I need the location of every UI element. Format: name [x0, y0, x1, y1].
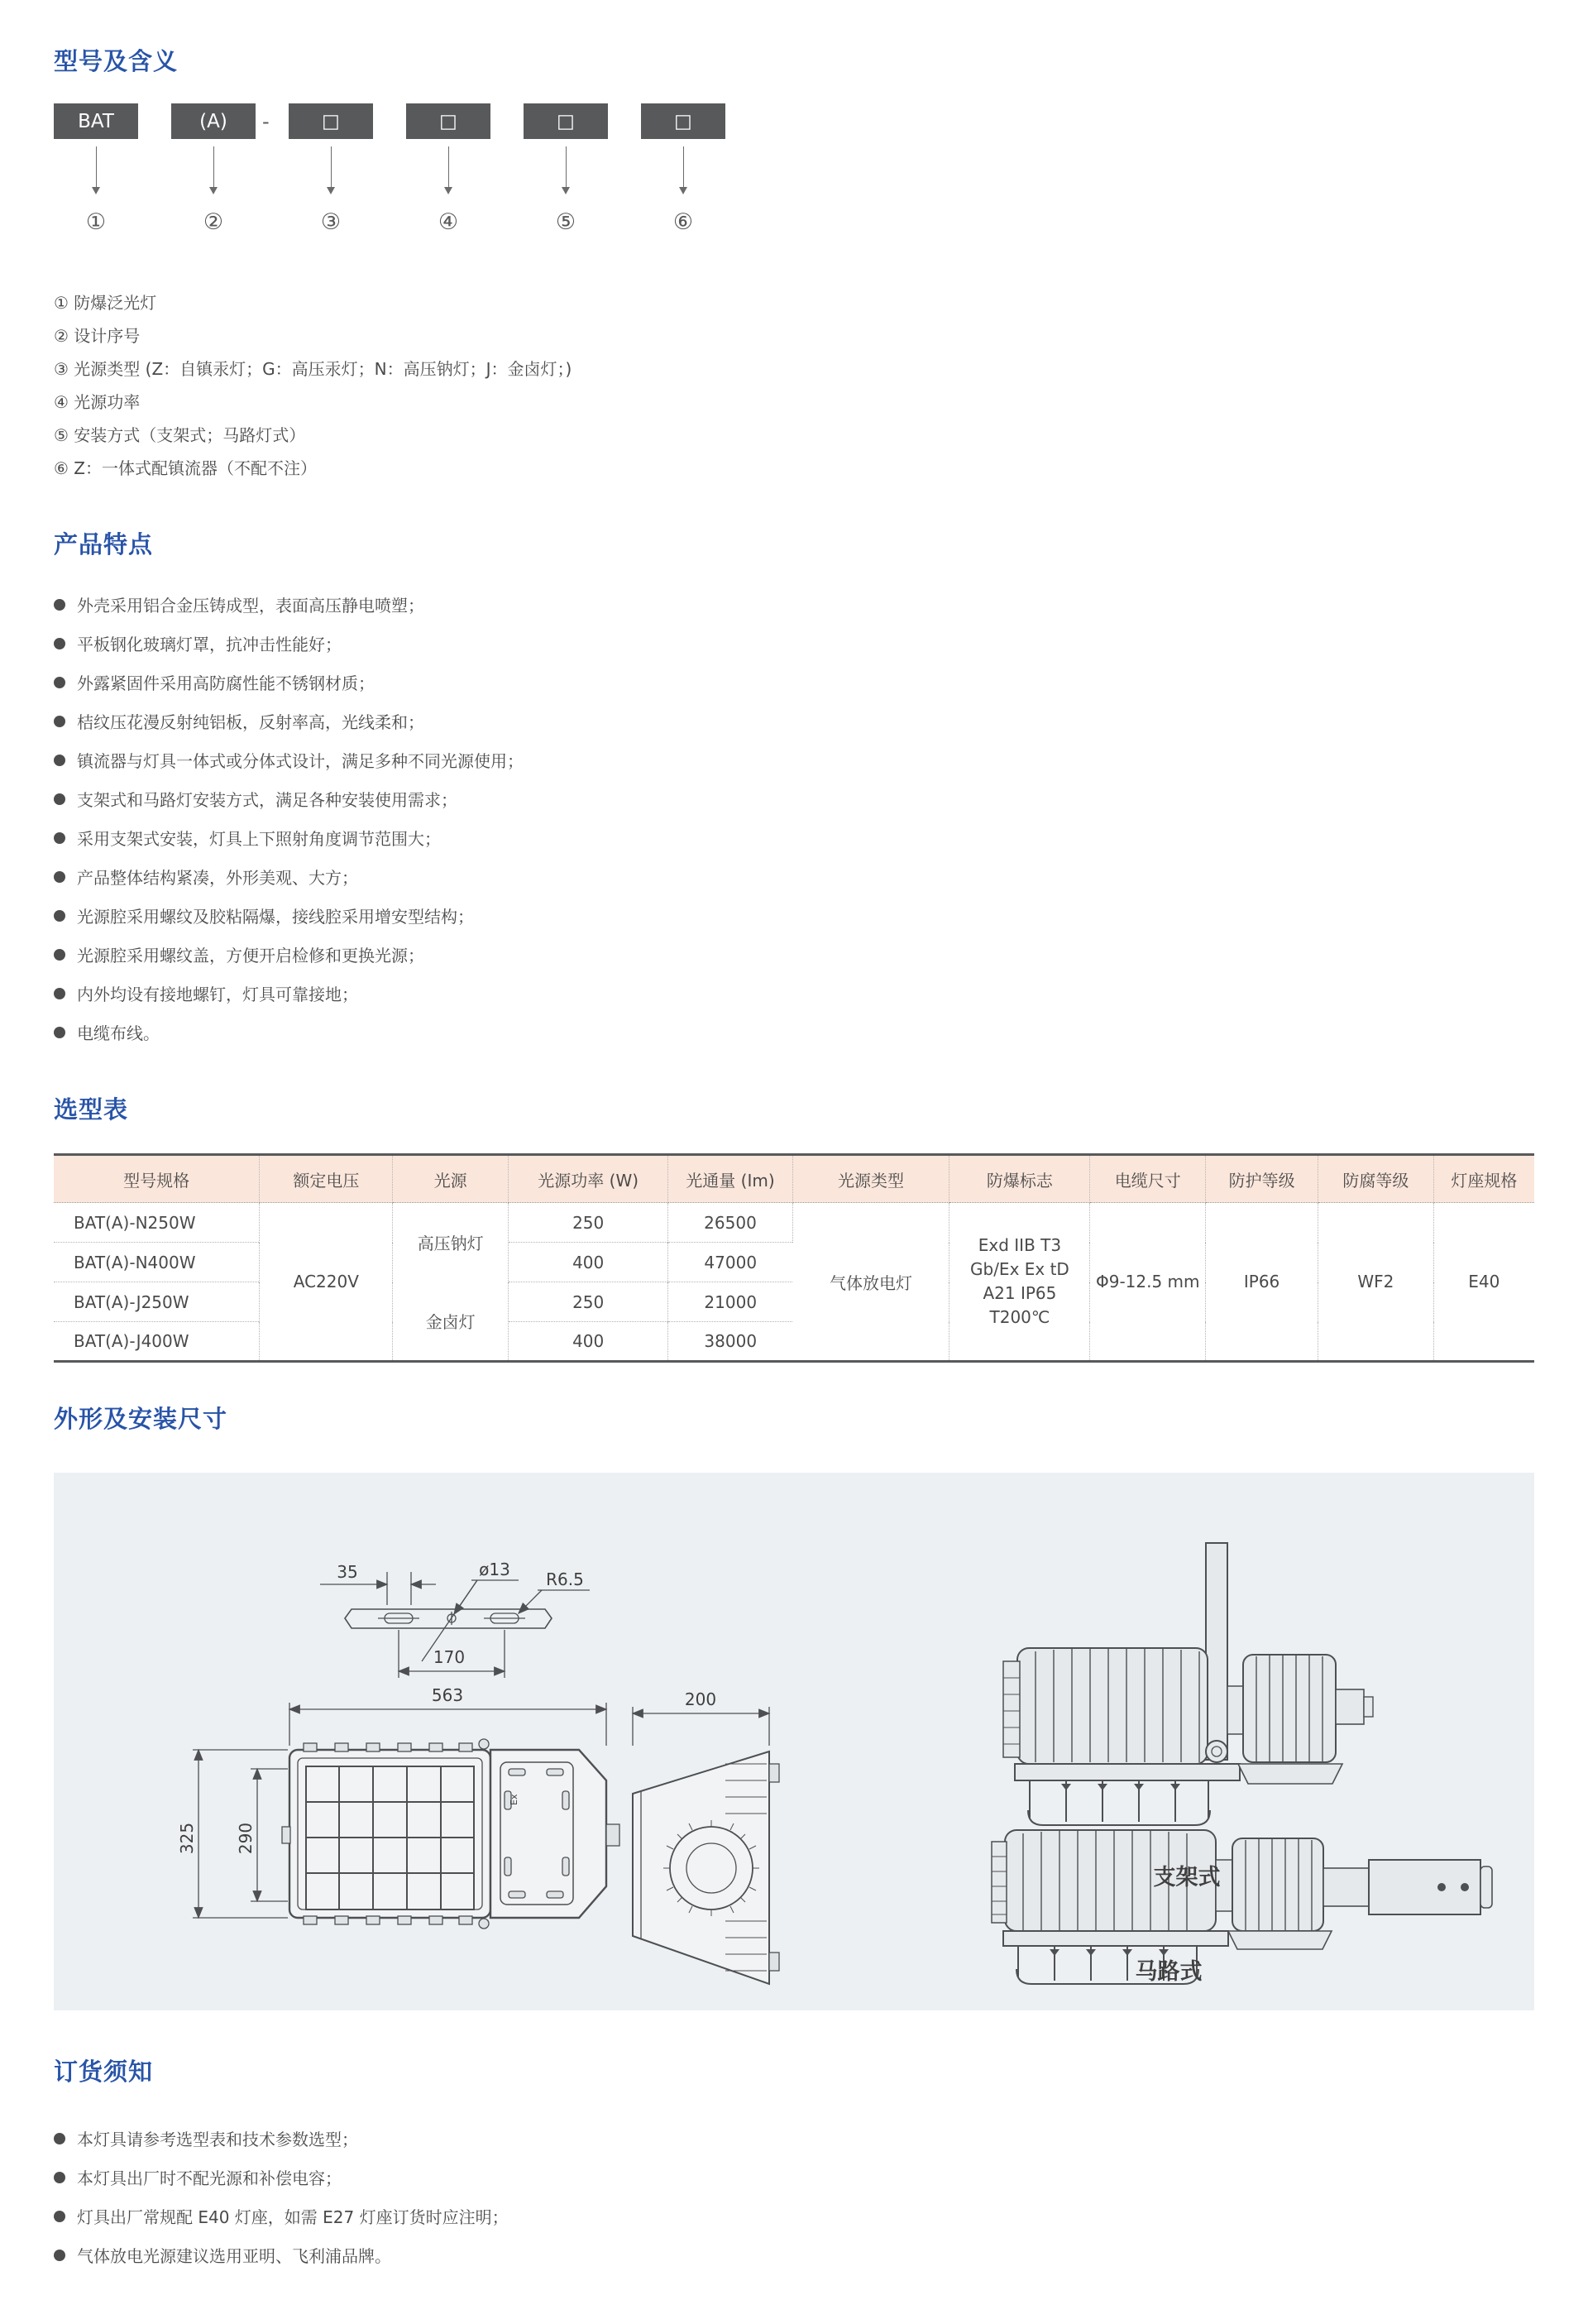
- cell-model: BAT(A)-N400W: [54, 1243, 260, 1282]
- cell-flux: 47000: [668, 1243, 792, 1282]
- dim-dia13: ø13: [479, 1560, 510, 1579]
- model-annotation: ③ 光源类型 (Z：自镇汞灯；G：高压汞灯；N：高压钠灯；J：金卤灯；): [54, 359, 572, 379]
- bullet-icon: [54, 1027, 65, 1038]
- ordering-note: 气体放电光源建议选用亚明、飞利浦品牌。: [54, 2235, 1534, 2274]
- callout-6: ⑥: [672, 209, 694, 235]
- model-annotation: ⑤ 安装方式（支架式；马路灯式）: [54, 425, 306, 445]
- cell-ip-grade: IP66: [1206, 1203, 1318, 1362]
- feature-item: 外壳采用铝合金压铸成型，表面高压静电喷塑；: [54, 585, 1534, 624]
- cell-source: 金卤灯: [393, 1282, 509, 1362]
- model-annotation: ② 设计序号: [54, 326, 141, 346]
- feature-item: 外露紧固件采用高防腐性能不锈钢材质；: [54, 663, 1534, 702]
- cell-flux: 38000: [668, 1322, 792, 1362]
- selection-table: [54, 1153, 1534, 1363]
- bullet-icon: [54, 638, 65, 649]
- table-row: [54, 1203, 1534, 1243]
- cell-source-type: 气体放电灯: [792, 1203, 949, 1362]
- bullet-icon: [54, 599, 65, 611]
- bullet-icon: [54, 2172, 65, 2183]
- cell-power: 400: [509, 1322, 668, 1362]
- dim-325: 325: [177, 1822, 197, 1855]
- model-annotation: ⑥ Z：一体式配镇流器（不配不注）: [54, 458, 317, 478]
- ordering-note: 灯具出厂常规配 E40 灯座，如需 E27 灯座订货时应注明；: [54, 2197, 1534, 2235]
- dimension-drawing-panel: [54, 1473, 1534, 2010]
- column-header: 灯座规格: [1433, 1155, 1534, 1203]
- model-segment-mounting: □: [524, 103, 608, 139]
- cell-model: BAT(A)-J250W: [54, 1282, 260, 1322]
- column-header: 电缆尺寸: [1090, 1155, 1206, 1203]
- callout-3: ③: [320, 209, 342, 235]
- callout-5: ⑤: [555, 209, 576, 235]
- model-separator: -: [262, 110, 270, 133]
- column-header: 光源: [393, 1155, 509, 1203]
- cell-model: BAT(A)-J400W: [54, 1322, 260, 1362]
- dim-170: 170: [433, 1647, 466, 1667]
- bullet-icon: [54, 910, 65, 922]
- feature-item: 光源腔采用螺纹及胶粘隔爆，接线腔采用增安型结构；: [54, 896, 1534, 935]
- column-header: 光源类型: [792, 1155, 949, 1203]
- ordering-note: 本灯具请参考选型表和技术参数选型；: [54, 2119, 1534, 2158]
- feature-item: 内外均设有接地螺钉，灯具可靠接地；: [54, 974, 1534, 1013]
- cell-flux: 26500: [668, 1203, 792, 1243]
- callout-2: ②: [203, 209, 224, 235]
- cell-wf-grade: WF2: [1318, 1203, 1434, 1362]
- dim-200: 200: [684, 1689, 717, 1709]
- feature-item: 产品整体结构紧凑，外形美观、大方；: [54, 857, 1534, 896]
- features-section-title: 产品特点: [54, 530, 154, 558]
- callout-1: ①: [85, 209, 107, 235]
- dimension-drawing: [54, 1473, 1534, 2010]
- dim-35: 35: [337, 1562, 358, 1582]
- dim-r65: R6.5: [546, 1569, 584, 1589]
- bullet-icon: [54, 755, 65, 766]
- column-header: 防爆标志: [949, 1155, 1090, 1203]
- bullet-icon: [54, 2133, 65, 2144]
- feature-item: 光源腔采用螺纹盖，方便开启检修和更换光源；: [54, 935, 1534, 974]
- ordering-section-title: 订货须知: [54, 2058, 154, 2086]
- feature-item: 桔纹压花漫反射纯铝板，反射率高，光线柔和；: [54, 702, 1534, 740]
- model-section-title: 型号及含义: [54, 47, 179, 75]
- cell-power: 400: [509, 1243, 668, 1282]
- cell-source: 高压钠灯: [393, 1203, 509, 1282]
- column-header: 额定电压: [260, 1155, 393, 1203]
- dimensions-section-title: 外形及安装尺寸: [54, 1405, 228, 1433]
- model-annotations: [54, 286, 1534, 485]
- column-header: 防护等级: [1206, 1155, 1318, 1203]
- front-view: [193, 1703, 619, 1929]
- road-type-label: 马路式: [1135, 1959, 1203, 1985]
- bullet-icon: [54, 716, 65, 727]
- cell-ex-mark: Exd IIB T3 Gb/Ex Ex tD A21 IP65 T200℃: [949, 1203, 1090, 1362]
- column-header: 型号规格: [54, 1155, 260, 1203]
- model-segment-power: □: [406, 103, 490, 139]
- bracket-type-label: 支架式: [1153, 1865, 1221, 1890]
- down-arrow-icon: [331, 146, 332, 189]
- selection-section-title: 选型表: [54, 1095, 129, 1124]
- callout-4: ④: [438, 209, 459, 235]
- bullet-icon: [54, 832, 65, 844]
- bullet-icon: [54, 871, 65, 883]
- model-code-diagram: [54, 103, 1534, 281]
- feature-item: 支架式和马路灯安装方式，满足各种安装使用需求；: [54, 779, 1534, 818]
- ex-mark-text: Ex: [509, 1794, 519, 1805]
- cell-power: 250: [509, 1203, 668, 1243]
- column-header: 光通量 (Im): [668, 1155, 792, 1203]
- dim-290: 290: [236, 1822, 256, 1855]
- features-list: [54, 585, 1534, 1052]
- feature-item: 采用支架式安装，灯具上下照射角度调节范围大；: [54, 818, 1534, 857]
- feature-item: 镇流器与灯具一体式或分体式设计，满足多种不同光源使用；: [54, 740, 1534, 779]
- cell-cable-size: Φ9-12.5 mm: [1090, 1203, 1206, 1362]
- down-arrow-icon: [213, 146, 214, 189]
- dim-563: 563: [431, 1685, 464, 1705]
- side-view: [633, 1707, 779, 1984]
- cell-flux: 21000: [668, 1282, 792, 1322]
- model-segment-prefix: BAT: [54, 103, 138, 139]
- down-arrow-icon: [566, 146, 567, 189]
- model-segment-design: (A): [171, 103, 256, 139]
- bullet-icon: [54, 988, 65, 999]
- bracket-type-view: [1003, 1543, 1373, 1825]
- bullet-icon: [54, 2250, 65, 2261]
- down-arrow-icon: [448, 146, 449, 189]
- feature-item: 电缆布线。: [54, 1013, 1534, 1052]
- cell-model: BAT(A)-N250W: [54, 1203, 260, 1243]
- model-segment-source-type: □: [289, 103, 373, 139]
- bullet-icon: [54, 677, 65, 688]
- road-type-view: [992, 1830, 1492, 1984]
- cell-lampholder: E40: [1468, 1272, 1500, 1291]
- down-arrow-icon: [96, 146, 97, 189]
- feature-item: 平板钢化玻璃灯罩，抗冲击性能好；: [54, 624, 1534, 663]
- bullet-icon: [54, 2211, 65, 2222]
- bullet-icon: [54, 793, 65, 805]
- bullet-icon: [54, 949, 65, 961]
- cell-voltage: AC220V: [260, 1203, 393, 1362]
- model-segment-ballast: □: [641, 103, 725, 139]
- table-header-row: [54, 1155, 1534, 1203]
- down-arrow-icon: [683, 146, 684, 189]
- cell-power: 250: [509, 1282, 668, 1322]
- ordering-note: 本灯具出厂时不配光源和补偿电容；: [54, 2158, 1534, 2197]
- model-annotation: ④ 光源功率: [54, 392, 141, 412]
- column-header: 防腐等级: [1318, 1155, 1434, 1203]
- column-header: 光源功率 (W): [509, 1155, 668, 1203]
- ordering-notes-list: [54, 2119, 1534, 2324]
- model-annotation: ① 防爆泛光灯: [54, 293, 157, 313]
